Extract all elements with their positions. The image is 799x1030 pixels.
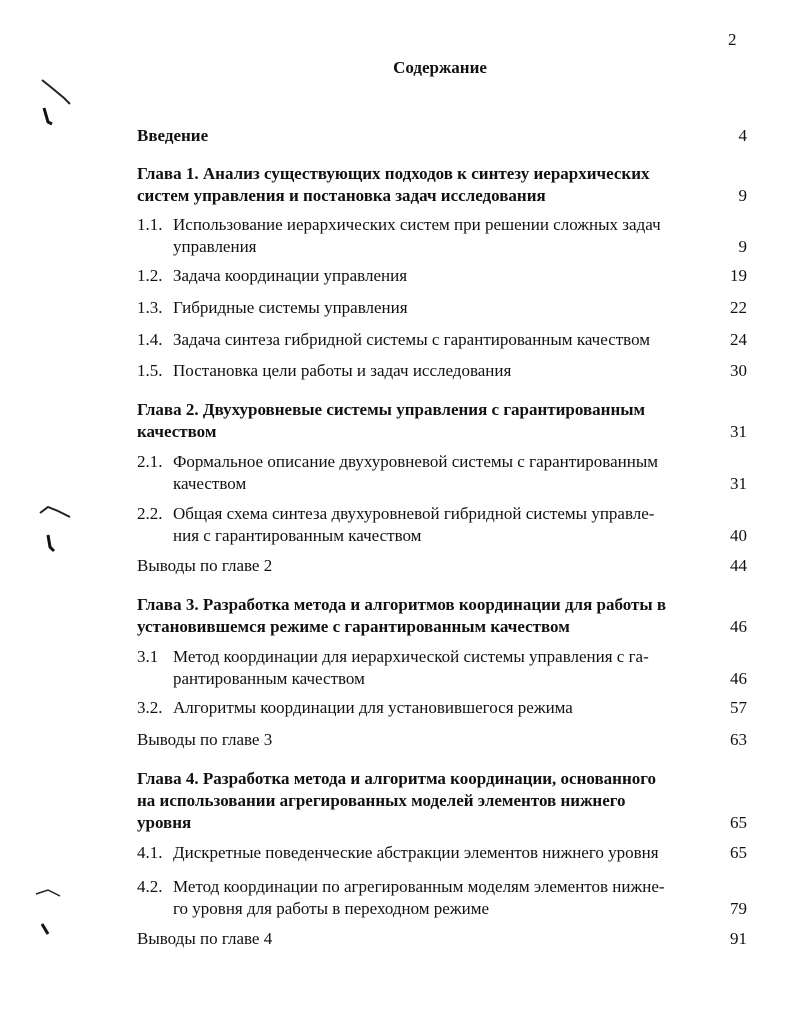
toc-entry-text: Глава 3. Разработка метода и алгоритмов координации для работы в [137,595,667,614]
section-number: 1.1. [137,215,163,234]
toc-entry-3-1[interactable] [137,646,747,690]
toc-entry-text: рантированным качеством [173,669,365,688]
section-number: 4.2. [137,877,163,896]
toc-page-number: 57 [730,698,747,717]
toc-entry-text: Задача синтеза гибридной системы с гарантированным качеством [173,330,651,349]
toc-entry-text: Выводы по главе 3 [137,730,273,749]
toc-page-number: 46 [730,669,747,688]
toc-entry-4-1[interactable] [137,842,747,864]
page-number: 2 [728,30,737,49]
section-number: 3.1 [137,647,159,666]
toc-entry-3-2[interactable] [137,697,747,719]
toc-entry-conclusions-3[interactable] [137,729,747,751]
toc-entry-chapter-1[interactable] [137,163,747,207]
toc-page-number: 4 [738,126,747,145]
toc-page-number: 22 [730,298,747,317]
toc-entry-text: Глава 2. Двухуровневые системы управления с гарантированным [137,400,646,419]
toc-entry-text: Алгоритмы координации для установившегося режима [173,698,573,717]
section-number: 1.2. [137,266,163,285]
toc-page-number: 65 [730,843,747,862]
toc-entry-text: качеством [173,474,247,493]
toc-entry-1-1[interactable] [137,214,747,258]
section-number: 4.1. [137,843,163,862]
scan-mark [30,495,80,565]
scan-mark [30,70,80,140]
toc-page-number: 9 [738,237,747,256]
toc-page-number: 31 [730,474,747,493]
toc-entry-text: Глава 4. Разработка метода и алгоритма координации, основанного [137,769,657,788]
toc-entry-2-2[interactable] [137,503,747,547]
toc-entry-1-5[interactable] [137,360,747,382]
toc-entry-1-2[interactable] [137,265,747,287]
toc-entry-introduction[interactable] [137,125,747,147]
toc-entry-text: Дискретные поведенческие абстракции элементов нижнего уровня [173,843,659,862]
toc-page-number: 63 [730,730,747,749]
toc-page-number: 30 [730,361,747,380]
toc-entry-text: ния с гарантированным качеством [173,526,422,545]
toc-page-number: 31 [730,422,747,441]
toc-entry-conclusions-2[interactable] [137,555,747,577]
toc-page-number: 24 [730,330,747,349]
toc-entry-text: установившемся режиме с гарантированным качеством [137,617,570,636]
toc-page-number: 40 [730,526,747,545]
toc-entry-text: уровня [137,813,192,832]
toc-entry-text: Метод координации для иерархической системы управления с га- [173,647,649,666]
toc-entry-text: Метод координации по агрегированным моделям элементов нижне- [173,877,665,896]
toc-entry-text: Формальное описание двухуровневой системы с гарантированным [173,452,659,471]
toc-entry-1-4[interactable] [137,329,747,351]
toc-entry-1-3[interactable] [137,297,747,319]
section-number: 2.1. [137,452,163,471]
toc-entry-text: Общая схема синтеза двухуровневой гибридной системы управле- [173,504,655,523]
toc-entry-chapter-3[interactable] [137,594,747,638]
toc-entry-text: го уровня для работы в переходном режиме [173,899,489,918]
section-number: 2.2. [137,504,163,523]
toc-page-number: 9 [738,186,747,205]
section-number: 3.2. [137,698,163,717]
toc-entry-text: Глава 1. Анализ существующих подходов к синтезу иерархических [137,164,650,183]
toc-entry-conclusions-4[interactable] [137,928,747,950]
toc-page-number: 19 [730,266,747,285]
toc-entry-chapter-2[interactable] [137,399,747,443]
toc-entry-4-2[interactable] [137,876,747,920]
toc-entry-text: Гибридные системы управления [173,298,408,317]
toc-entry-text: Выводы по главе 4 [137,929,273,948]
toc-entry-2-1[interactable] [137,451,747,495]
toc-entry-text: на использовании агрегированных моделей элементов нижнего [137,791,626,810]
toc-entry-chapter-4[interactable] [137,768,747,834]
toc-entry-text: Введение [137,126,209,145]
toc-entry-text: качеством [137,422,217,441]
toc-page-number: 65 [730,813,747,832]
toc-page-number: 79 [730,899,747,918]
section-number: 1.3. [137,298,163,317]
toc-entry-text: систем управления и постановка задач исследования [137,186,546,205]
toc-entry-text: Задача координации управления [173,266,408,285]
toc-page-number: 91 [730,929,747,948]
section-number: 1.4. [137,330,163,349]
scan-mark [28,880,78,940]
toc-entry-text: Использование иерархических систем при решении сложных задач [173,215,661,234]
toc-entry-text: Постановка цели работы и задач исследования [173,361,512,380]
toc-page-number: 44 [730,556,747,575]
toc-entry-text: Выводы по главе 2 [137,556,273,575]
toc-entry-text: управления [173,237,257,256]
toc-page-number: 46 [730,617,747,636]
section-number: 1.5. [137,361,163,380]
page-title: Содержание [393,58,487,77]
